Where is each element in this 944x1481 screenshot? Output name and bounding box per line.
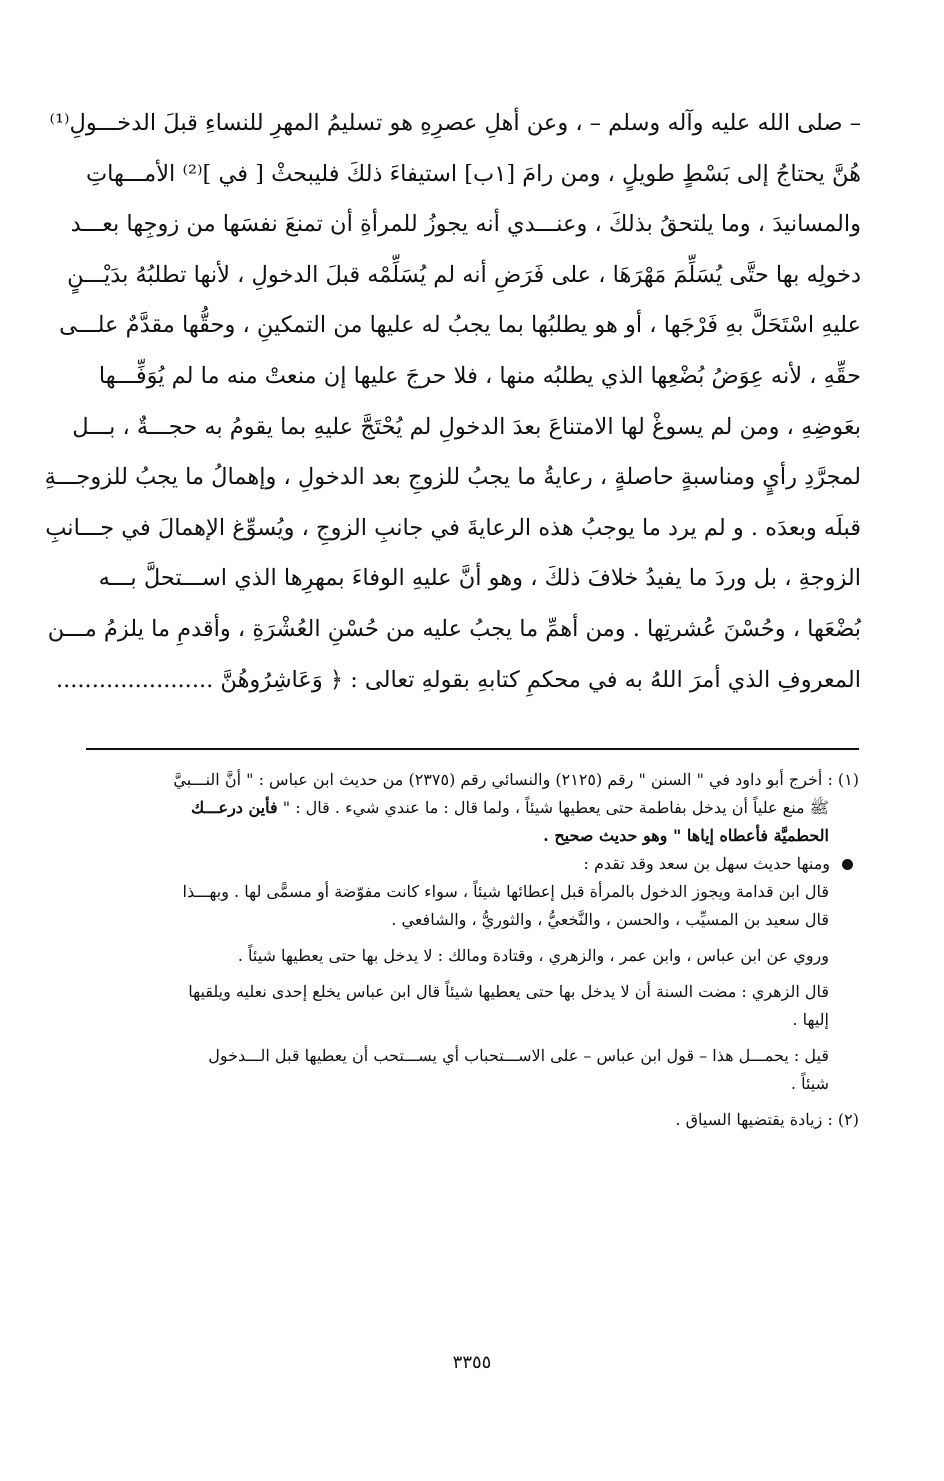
- main-line: عليهِ اسْتَحَلَّ بهِ فَرْجَها ، أو هو يطلبُها بما يجبُ له عليها من التمكينِ ، وحقُّها مقدَّمٌ علـــى: [59, 312, 861, 339]
- main-line: المعروفِ الذي أمرَ اللهُ به في محكمِ كتابهِ بقولهِ تعالى : ﴿ وَعَاشِرُوهُنَّ ......................: [55, 666, 861, 693]
- footnote-2-line: (٢) : زيادة يقتضيها السياق .: [675, 1110, 859, 1129]
- main-text-body: [44, 98, 861, 705]
- footnote-1-line: (١) : أخرج أبو داود في " السنن " رقم (٢١٢٥) والنسائي رقم (٢٣٧٥) من حديث ابن عباس : " أنَّ النـــبيَّ: [173, 770, 859, 789]
- quote-line: قال الزهري : مضت السنة أن لا يدخل بها حتى يعطيها شيئاً قال ابن عباس يخلع إحدى نعليه ويلقيها: [188, 982, 829, 1001]
- footnotes-section: [86, 766, 859, 1134]
- quote-line: قال سعيد بن المسيِّب ، والحسن ، والنَّخعيُّ ، والثوريُّ ، والشافعي .: [391, 910, 829, 929]
- main-line: بعَوضِهِ ، ومن لم يسوغْ لها الامتناعَ بعدَ الدخولِ لم يُحْتَجَّ عليهِ بما يقومُ به حجـــةٌ ، بـــل: [72, 413, 861, 440]
- quote-line: وروي عن ابن عباس ، وابن عمر ، والزهري ، وقتادة ومالك : لا يدخل بها حتى يعطيها شيئاً .: [237, 946, 829, 965]
- footnote-bullet-row: [86, 850, 859, 878]
- main-line: حقِّهِ ، لأنه عِوَضُ بُضْعِها الذي يطلبُه منها ، فلا حرجَ عليها إن منعتْ منه ما لم يُوَفِّـــها: [98, 362, 861, 389]
- main-line: بُضْعَها ، وحُسْنَ عُشرتِها . ومن أهمِّ ما يجبُ عليه من حُسْنِ العُشْرَةِ ، وأقدمِ ما يلزمُ مـــن: [47, 615, 861, 642]
- footnote-1-bold-text: فأين درعـــك: [190, 798, 278, 817]
- main-line: – صلى الله عليه وآله وسلم – ، وعن أهلِ عصرِهِ هو تسليمُ المهرِ للنساءِ قبلَ الدخـــولِ⁽¹⁾: [49, 110, 861, 136]
- footnote-divider: [86, 748, 859, 750]
- main-line: هُنَّ يحتاجُ إلى بَسْطٍ طويلٍ ، ومن رامَ [١ب] استيفاءَ ذلكَ فليبحثْ [ في ]⁽²⁾ الأمـــهاتِ: [85, 160, 861, 187]
- quote-line: شيئاً .: [790, 1074, 829, 1093]
- main-line: لمجرَّدِ رأيٍ ومناسبةٍ حاصلةٍ ، رعايةُ ما يجبُ للزوجِ بعد الدخولِ ، وإهمالُ ما يجبُ للزوجـــةِ: [44, 464, 861, 491]
- page-number: ٣٣٥٥: [452, 1352, 492, 1373]
- main-line: دخولِه بها حتَّى يُسَلِّمَ مَهْرَهَا ، على فَرَضِ أنه لم يُسَلِّمْه قبلَ الدخولِ ، لأنها تطلبُهُ بدَيْـــنٍ: [67, 261, 861, 288]
- bullet-icon: [842, 859, 853, 870]
- main-line: قبلَه وبعدَه . و لم يرد ما يوجبُ هذه الرعايةَ في جانبِ الزوجِ ، ويُسوِّغ الإهمالَ في جـــانبِ: [45, 514, 861, 541]
- footnote-1-text: ﷺ منع علياً أن يدخل بفاطمة حتى يعطيها شيئاً ، ولما قال : ما عندي شيء . قال : ": [282, 798, 829, 817]
- main-line: والمسانيدَ ، وما يلتحقُ بذلكَ ، وعنـــدي أنه يجوزُ للمرأةِ أن تمنعَ نفسَها من زوجِها بعـــد: [70, 211, 861, 238]
- quote-line: قيل : يحمـــل هذا – قول ابن عباس – على الاســـتحباب أي يســـتحب أن يعطيها قبل الـــدخول: [208, 1046, 829, 1065]
- main-line: الزوجةِ ، بل وردَ ما يفيدُ خلافَ ذلكَ ، وهو أنَّ عليهِ الوفاءَ بمهرِها الذي اســـتحلَّ بـــه: [98, 565, 861, 592]
- quote-line: إليها .: [792, 1010, 829, 1029]
- footnote-1-line: الحطميَّة فأعطاه إياها " وهو حديث صحيح .: [543, 826, 829, 845]
- footnote-1-line: [86, 794, 859, 822]
- quote-line: قال ابن قدامة ويجوز الدخول بالمرأة قبل إعطائها شيئاً ، سواء كانت مفوّضة أو مسمًّى لها . وبهـــذا: [182, 882, 829, 901]
- bullet-text: ومنها حديث سهل بن سعد وقد تقدم :: [583, 854, 830, 873]
